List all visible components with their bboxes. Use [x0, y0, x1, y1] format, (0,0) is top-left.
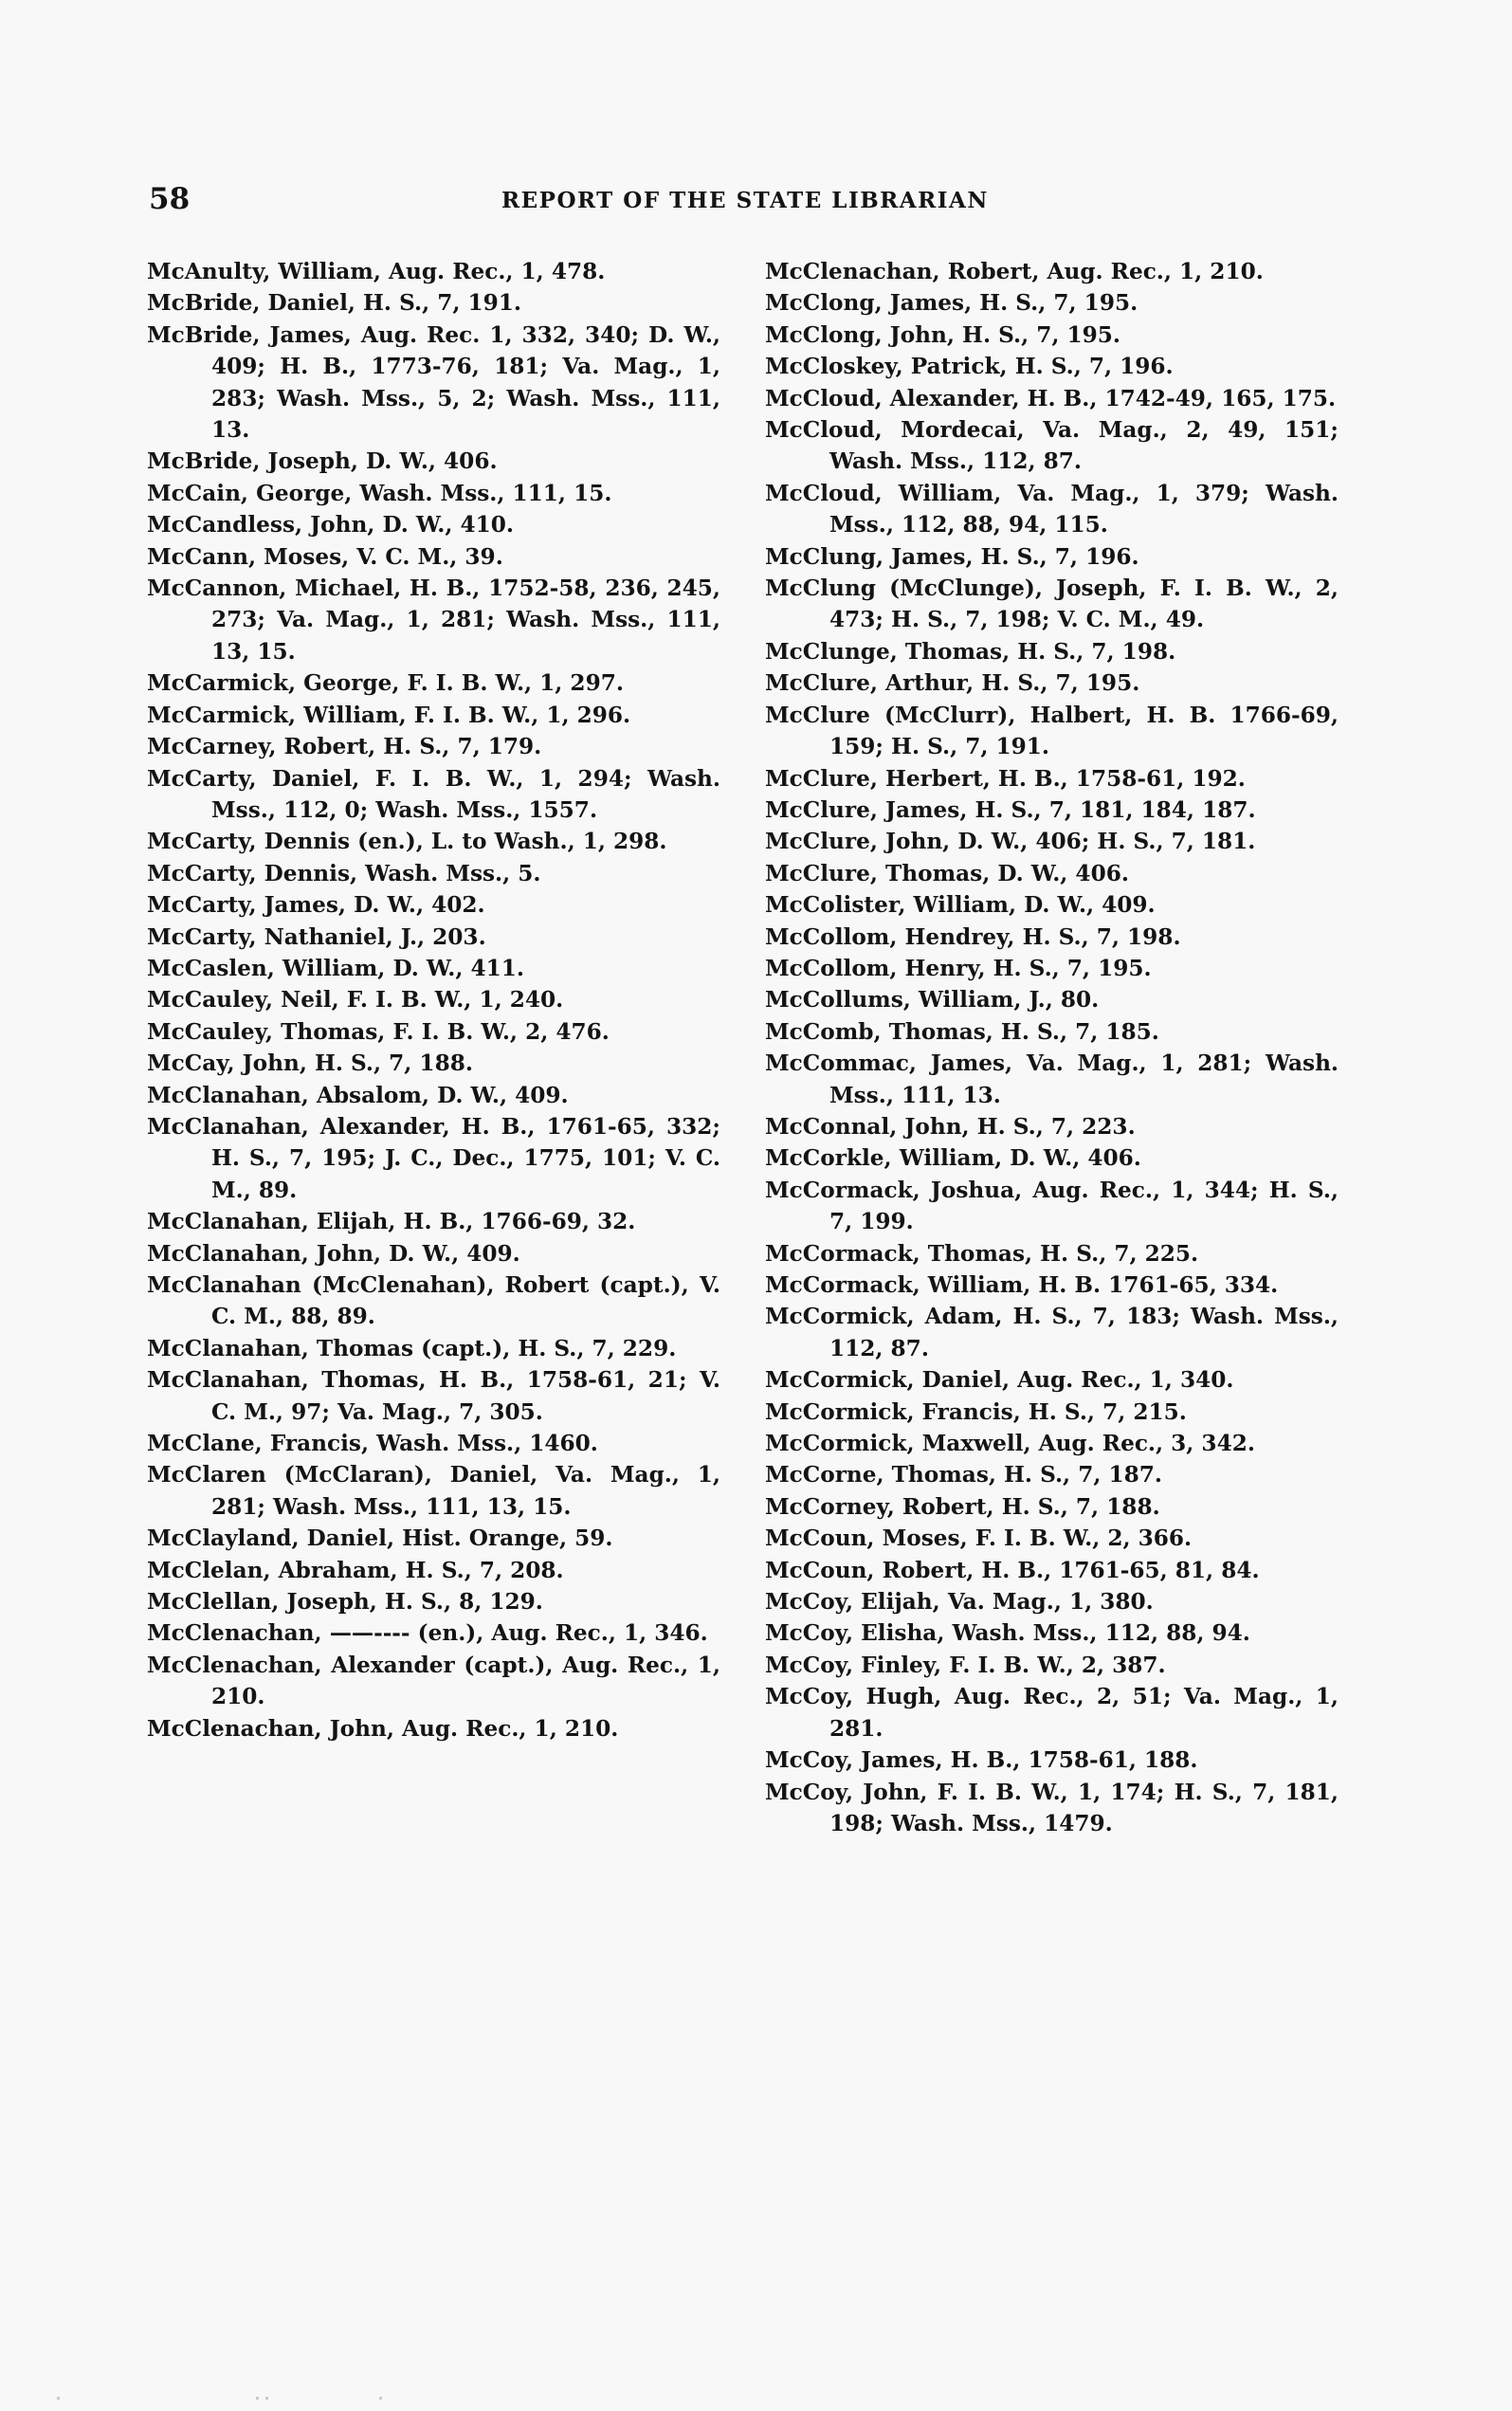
index-entry: McCoy, Hugh, Aug. Rec., 2, 51; Va. Mag., 1, 281. [765, 1684, 1339, 1742]
index-entry: McCarty, Daniel, F. I. B. W., 1, 294; Wash. Mss., 112, 0; Wash. Mss., 1557. [147, 765, 720, 823]
index-entry: McCarmick, George, F. I. B. W., 1, 297. [147, 670, 624, 697]
index-entry: McCarty, James, D. W., 402. [147, 892, 485, 919]
index-entry: McCay, John, H. S., 7, 188. [147, 1050, 473, 1077]
index-entry: McClure, Thomas, D. W., 406. [765, 860, 1129, 886]
index-entry: McClenachan, ——---- (en.), Aug. Rec., 1, 346. [147, 1620, 708, 1647]
scan-speck [379, 2397, 382, 2400]
index-entry: McAnulty, William, Aug. Rec., 1, 478. [147, 259, 606, 284]
index-entry: McClanahan, Alexander, H. B., 1761-65, 332; H. S., 7, 195; J. C., Dec., 1775, 101; V. C. M., 89. [147, 1113, 720, 1203]
index-entry: McClong, John, H. S., 7, 195. [765, 321, 1120, 348]
index-entry: McCloud, William, Va. Mag., 1, 379; Wash. Mss., 112, 88, 94, 115. [765, 480, 1339, 539]
index-entry: McClanahan, John, D. W., 409. [147, 1240, 520, 1267]
index-entry: McCorne, Thomas, H. S., 7, 187. [765, 1462, 1162, 1489]
index-entry: McBride, Daniel, H. S., 7, 191. [147, 290, 521, 317]
index-entry: McCoun, Robert, H. B., 1761-65, 81, 84. [765, 1557, 1260, 1583]
index-entry: McClure, Herbert, H. B., 1758-61, 192. [765, 765, 1246, 792]
index-entry: McCauley, Thomas, F. I. B. W., 2, 476. [147, 1018, 610, 1045]
index-entry: McCormick, Maxwell, Aug. Rec., 3, 342. [765, 1431, 1255, 1457]
index-entry: McCarty, Dennis, Wash. Mss., 5. [147, 860, 541, 886]
index-entry: McCormack, Joshua, Aug. Rec., 1, 344; H. S., 7, 199. [765, 1177, 1339, 1235]
scan-artifacts [0, 2397, 1512, 2402]
index-entry: McClure (McClurr), Halbert, H. B. 1766-69, 159; H. S., 7, 191. [765, 702, 1339, 760]
index-entry: McCann, Moses, V. C. M., 39. [147, 543, 503, 570]
index-entry: McCoy, John, F. I. B. W., 1, 174; H. S., 7, 181, 198; Wash. Mss., 1479. [765, 1779, 1339, 1836]
index-entry: McCoy, Elisha, Wash. Mss., 112, 88, 94. [765, 1620, 1250, 1647]
index-entry: McClellan, Joseph, H. S., 8, 129. [147, 1589, 543, 1616]
index-entry: McCormick, Francis, H. S., 7, 215. [765, 1398, 1187, 1425]
index-entry: McCorkle, William, D. W., 406. [765, 1145, 1141, 1172]
index-entry: McClure, John, D. W., 406; H. S., 7, 181. [765, 829, 1256, 855]
index-entry: McClong, James, H. S., 7, 195. [765, 290, 1139, 317]
index-entry: McClanahan, Thomas, H. B., 1758-61, 21; V. C. M., 97; Va. Mag., 7, 305. [147, 1367, 720, 1425]
page-header [149, 182, 1073, 220]
index-entry: McCoy, Elijah, Va. Mag., 1, 380. [765, 1589, 1154, 1616]
index-entry: McClung (McClunge), Joseph, F. I. B. W., 2, 473; H. S., 7, 198; V. C. M., 49. [765, 575, 1339, 633]
index-column-right [765, 256, 1339, 1839]
index-entry: McClane, Francis, Wash. Mss., 1460. [147, 1431, 598, 1457]
scan-speck [57, 2397, 60, 2400]
index-entry: McBride, James, Aug. Rec. 1, 332, 340; D. W., 409; H. B., 1773-76, 181; Va. Mag., 1, 283; Wash. Mss., 5, 2; Wash. Mss., 111, 13. [147, 321, 720, 444]
index-entry: McClanahan (McClenahan), Robert (capt.), V. C. M., 88, 89. [147, 1272, 720, 1330]
index-entry: McCormack, William, H. B. 1761-65, 334. [765, 1272, 1279, 1298]
running-title: REPORT OF THE STATE LIBRARIAN [501, 188, 989, 213]
page-number: 58 [149, 182, 191, 216]
index-entry: McBride, Joseph, D. W., 406. [147, 448, 498, 475]
index-entry: McClanahan, Thomas (capt.), H. S., 7, 229. [147, 1335, 677, 1361]
index-entry: McCormick, Adam, H. S., 7, 183; Wash. Mss., 112, 87. [765, 1304, 1339, 1361]
index-entry: McClenachan, John, Aug. Rec., 1, 210. [147, 1715, 619, 1742]
scan-speck [265, 2397, 268, 2400]
index-entry: McCoun, Moses, F. I. B. W., 2, 366. [765, 1525, 1193, 1552]
index-entry: McClenachan, Robert, Aug. Rec., 1, 210. [765, 259, 1264, 284]
index-entry: McClunge, Thomas, H. S., 7, 198. [765, 638, 1176, 665]
index-entry: McCarney, Robert, H. S., 7, 179. [147, 734, 542, 760]
index-entry: McClanahan, Absalom, D. W., 409. [147, 1082, 569, 1108]
index-entry: McCloud, Mordecai, Va. Mag., 2, 49, 151; Wash. Mss., 112, 87. [765, 417, 1339, 475]
index-entry: McCarty, Dennis (en.), L. to Wash., 1, 298. [147, 829, 667, 855]
index-entry: McCollom, Henry, H. S., 7, 195. [765, 955, 1152, 981]
index-entry: McClure, Arthur, H. S., 7, 195. [765, 670, 1140, 697]
index-entry: McCollom, Hendrey, H. S., 7, 198. [765, 923, 1181, 950]
index-entry: McCormack, Thomas, H. S., 7, 225. [765, 1240, 1199, 1267]
index-entry: McConnal, John, H. S., 7, 223. [765, 1113, 1136, 1140]
index-entry: McClayland, Daniel, Hist. Orange, 59. [147, 1525, 613, 1552]
index-entry: McCain, George, Wash. Mss., 111, 15. [147, 480, 612, 506]
index-entry: McCorney, Robert, H. S., 7, 188. [765, 1493, 1160, 1520]
index-entry: McCollums, William, J., 80. [765, 987, 1100, 1014]
index-entry: McCloskey, Patrick, H. S., 7, 196. [765, 354, 1174, 380]
index-entry: McCormick, Daniel, Aug. Rec., 1, 340. [765, 1367, 1234, 1394]
scan-speck [256, 2397, 259, 2400]
index-entry: McCoy, James, H. B., 1758-61, 188. [765, 1747, 1198, 1774]
index-entry: McClelan, Abraham, H. S., 7, 208. [147, 1557, 564, 1583]
index-entry: McClanahan, Elijah, H. B., 1766-69, 32. [147, 1209, 636, 1235]
index-entry: McCarmick, William, F. I. B. W., 1, 296. [147, 702, 631, 728]
index-entry: McClaren (McClaran), Daniel, Va. Mag., 1, 281; Wash. Mss., 111, 13, 15. [147, 1462, 720, 1520]
index-entry: McColister, William, D. W., 409. [765, 892, 1156, 919]
index-entry: McCaslen, William, D. W., 411. [147, 955, 525, 981]
index-entry: McCannon, Michael, H. B., 1752-58, 236, 245, 273; Va. Mag., 1, 281; Wash. Mss., 111, 13, 15. [147, 575, 720, 665]
index-entry: McClure, James, H. S., 7, 181, 184, 187. [765, 796, 1256, 823]
index-entry: McClung, James, H. S., 7, 196. [765, 543, 1139, 570]
index-entry: McCoy, Finley, F. I. B. W., 2, 387. [765, 1652, 1166, 1678]
index-entry: McCauley, Neil, F. I. B. W., 1, 240. [147, 987, 564, 1014]
index-entry: McCandless, John, D. W., 410. [147, 512, 514, 539]
index-entry: McCarty, Nathaniel, J., 203. [147, 923, 486, 950]
index-entry: McCommac, James, Va. Mag., 1, 281; Wash. Mss., 111, 13. [765, 1050, 1339, 1108]
index-entry: McClenachan, Alexander (capt.), Aug. Rec., 1, 210. [147, 1652, 720, 1710]
index-entry: McCloud, Alexander, H. B., 1742-49, 165, 175. [765, 385, 1337, 411]
index-entry: McComb, Thomas, H. S., 7, 185. [765, 1018, 1159, 1045]
index-column-left [147, 256, 720, 1744]
